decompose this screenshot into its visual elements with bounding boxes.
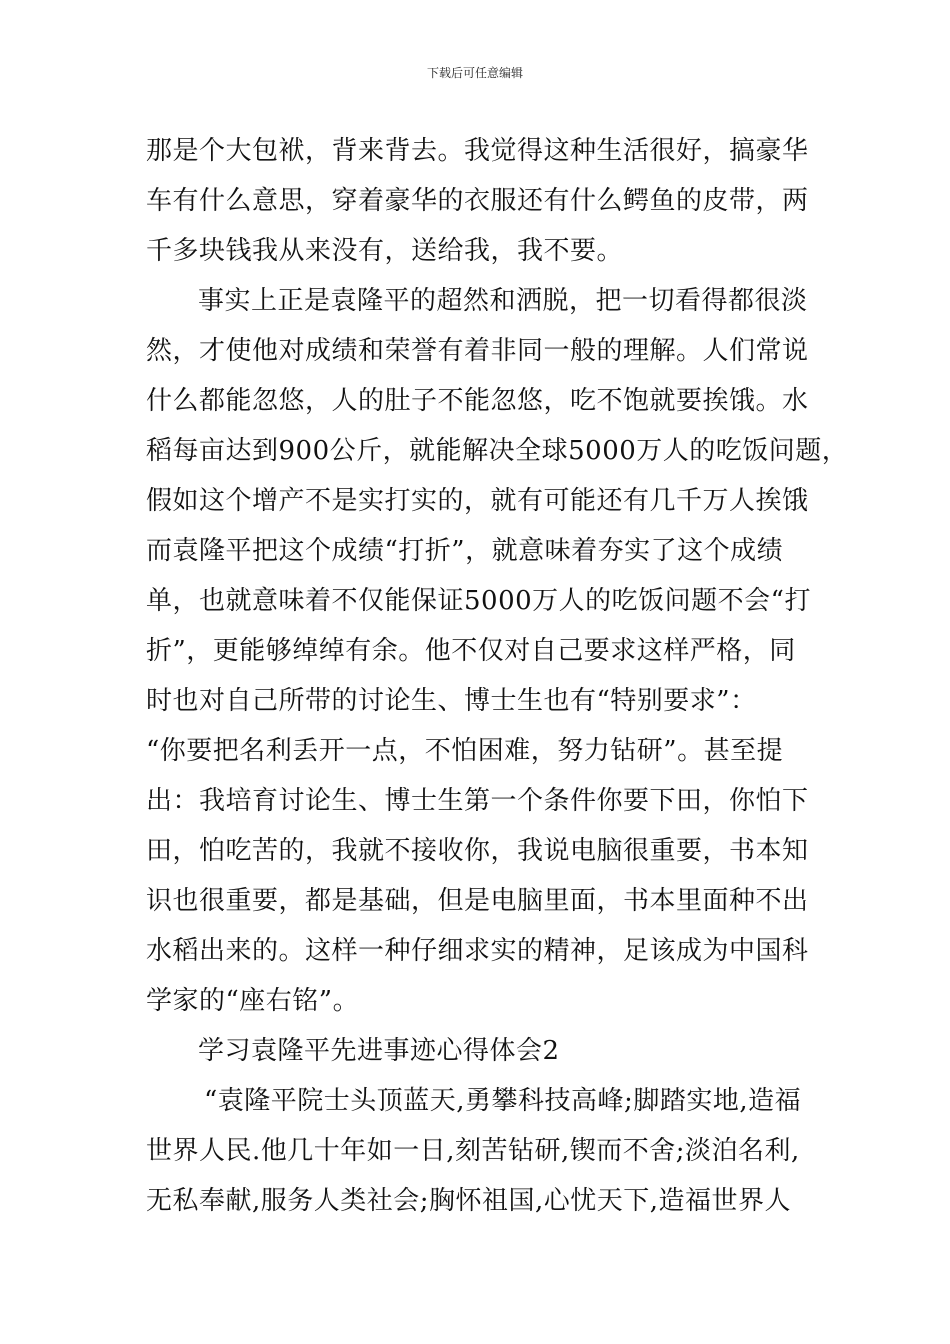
paragraph [146,1076,826,1226]
text-line: 什么都能忽悠，人的肚子不能忽悠，吃不饱就要挨饿。水 [146,386,809,416]
text-line: 单，也就意味着不仅能保证5000万人的吃饭问题不会“打 [146,586,811,616]
page-header: 下载后可任意编辑 [426,66,523,80]
text-line: 车有什么意思，穿着豪华的衣服还有什么鳄鱼的皮带，两 [146,186,809,216]
text-line: 事实上正是袁隆平的超然和洒脱，把一切看得都很淡 [198,286,808,316]
text-line: 而袁隆平把这个成绩“打折”，就意味着夯实了这个成绩 [146,536,784,566]
text-line: “袁隆平院士头顶蓝天,勇攀科技高峰;脚踏实地,造福 [204,1086,802,1116]
text-line: 识也很重要，都是基础，但是电脑里面，书本里面种不出 [146,886,809,916]
text-line: 时也对自己所带的讨论生、博士生也有“特别要求”： [146,686,757,716]
text-line: “你要把名利丢开一点，不怕困难，努力钻研”。甚至提 [146,736,784,766]
text-line: 出：我培育讨论生、博士生第一个条件你要下田，你怕下 [146,786,809,816]
paragraph [146,126,826,276]
text-line: 世界人民.他几十年如一日,刻苦钻研,锲而不舍;淡泊名利, [146,1136,800,1166]
text-line: 折”，更能够绰绰有余。他不仅对自己要求这样严格，同 [146,636,796,666]
text-line: 无私奉献,服务人类社会;胸怀祖国,心忧天下,造福世界人 [146,1186,792,1216]
heading-line: 学习袁隆平先进事迹心得体会2 [198,1036,560,1066]
paragraph [146,276,849,1026]
text-line: 千多块钱我从来没有，送给我，我不要。 [146,236,624,266]
text-line: 假如这个增产不是实打实的，就有可能还有几千万人挨饿 [146,486,809,516]
text-line: 田，怕吃苦的，我就不接收你，我说电脑很重要，书本知 [146,836,809,866]
text-line: 学家的“座右铭”。 [146,986,360,1016]
text-line: 水稻出来的。这样一种仔细求实的精神，足该成为中国科 [146,936,809,966]
section-heading [146,1026,826,1076]
document-body [146,126,849,1226]
text-line: 然，才使他对成绩和荣誉有着非同一般的理解。人们常说 [146,336,809,366]
text-line: 稻每亩达到900公斤，就能解决全球5000万人的吃饭问题， [146,436,849,466]
text-line: 那是个大包袱，背来背去。我觉得这种生活很好，搞豪华 [146,136,809,166]
